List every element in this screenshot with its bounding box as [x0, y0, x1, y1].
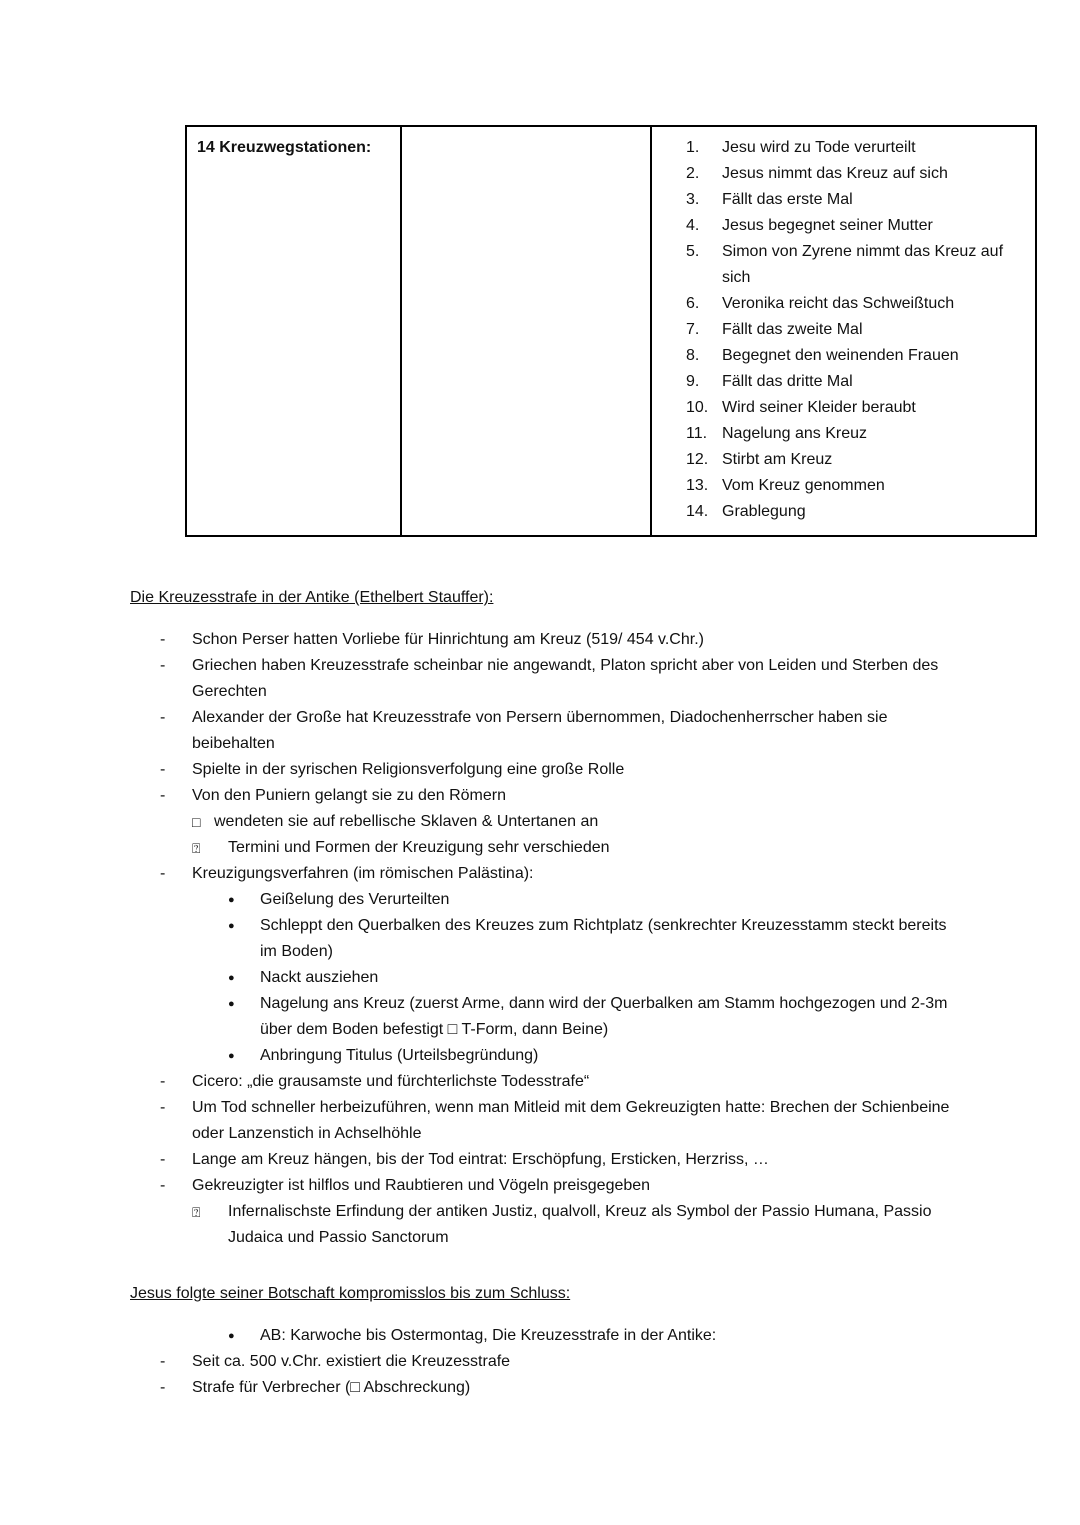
station-text: Wird seiner Kleider beraubt: [722, 399, 916, 416]
station-text: Stirbt am Kreuz: [722, 451, 833, 468]
dash-marker-icon: -: [160, 761, 166, 778]
table-cell-empty: [401, 126, 651, 536]
list-item-text: Gekreuzigter ist hilflos und Raubtieren und Vögeln preisgegeben: [192, 1177, 651, 1194]
list-item-text: Griechen haben Kreuzesstrafe scheinbar nie angewandt, Platon spricht aber von Leiden und Sterben des Gerechten: [192, 657, 939, 700]
section1-list-item: [160, 627, 962, 653]
table-row: [186, 126, 1036, 536]
dash-marker-icon: -: [160, 709, 166, 726]
station-item: [662, 135, 1027, 161]
table-title: 14 Kreuzwegstationen:: [197, 139, 372, 156]
list-item-text: AB: Karwoche bis Ostermontag, Die Kreuzesstrafe in der Antike:: [260, 1327, 717, 1344]
station-text: Jesus begegnet seiner Mutter: [722, 217, 933, 234]
station-text: Simon von Zyrene nimmt das Kreuz auf sich: [722, 243, 1004, 286]
section2-heading: Jesus folgte seiner Botschaft kompromisslos bis zum Schluss:: [130, 1285, 571, 1302]
station-number: 6.: [686, 295, 700, 312]
bullet-marker-icon: ●: [228, 920, 235, 932]
station-item: [662, 447, 1027, 473]
dash-marker-icon: -: [160, 631, 166, 648]
bullet-marker-icon: ●: [228, 972, 235, 984]
station-item: [662, 291, 1027, 317]
section1-list-item: [160, 783, 962, 809]
section1-list-item: [228, 965, 962, 991]
list-item-text: Alexander der Große hat Kreuzesstrafe von Persern übernommen, Diadochenherrscher haben sie beibehalten: [192, 709, 888, 752]
list-item-text: Schon Perser hatten Vorliebe für Hinrichtung am Kreuz (519/ 454 v.Chr.): [192, 631, 704, 648]
bullet-marker-icon: ●: [228, 998, 235, 1010]
station-item: [662, 213, 1027, 239]
table-cell-stations: [651, 126, 1036, 536]
station-item: [662, 317, 1027, 343]
list-item-text: Kreuzigungsverfahren (im römischen Palästina):: [192, 865, 534, 882]
station-number: 4.: [686, 217, 700, 234]
list-item-text: Anbringung Titulus (Urteilsbegründung): [260, 1047, 539, 1064]
dash-marker-icon: -: [160, 1151, 166, 1168]
station-text: Fällt das erste Mal: [722, 191, 853, 208]
list-item-text: Strafe für Verbrecher (□ Abschreckung): [192, 1379, 471, 1396]
section1-list-item: [192, 1199, 962, 1251]
table-cell-title: [186, 126, 401, 536]
section1-list-item: [160, 757, 962, 783]
station-item: [662, 499, 1027, 525]
station-number: 11.: [686, 425, 708, 442]
station-item: [662, 421, 1027, 447]
station-text: Begegnet den weinenden Frauen: [722, 347, 959, 364]
station-number: 1.: [686, 139, 700, 156]
section1-list-item: [228, 991, 962, 1043]
station-number: 3.: [686, 191, 700, 208]
dash-marker-icon: -: [160, 1353, 166, 1370]
section1-list-item: [160, 653, 962, 705]
station-number: 2.: [686, 165, 700, 182]
station-item: [662, 473, 1027, 499]
dash-marker-icon: -: [160, 1379, 166, 1396]
section1-list-item: [160, 1069, 962, 1095]
station-number: 13.: [686, 477, 709, 494]
section2-list-item: [228, 1323, 962, 1349]
bullet-marker-icon: ●: [228, 1050, 235, 1062]
dash-marker-icon: -: [160, 787, 166, 804]
station-item: [662, 187, 1027, 213]
station-text: Veronika reicht das Schweißtuch: [722, 295, 955, 312]
bullet-marker-icon: ●: [228, 894, 235, 906]
list-item-text: Infernalischste Erfindung der antiken Justiz, qualvoll, Kreuz als Symbol der Passio Humana, Passio Judaica und Passio Sanctorum: [228, 1203, 932, 1246]
section1-heading: Die Kreuzesstrafe in der Antike (Ethelbert Stauffer):: [130, 589, 494, 606]
list-item-text: Cicero: „die grausamste und fürchterlichste Todesstrafe“: [192, 1073, 590, 1090]
section1-list-item: [160, 1095, 962, 1147]
section1-list-item: [228, 1043, 962, 1069]
station-number: 9.: [686, 373, 700, 390]
list-item-text: Geißelung des Verurteilten: [260, 891, 450, 908]
list-item-text: Lange am Kreuz hängen, bis der Tod eintrat: Erschöpfung, Ersticken, Herzriss, …: [192, 1151, 769, 1168]
list-item-text: Termini und Formen der Kreuzigung sehr verschieden: [228, 839, 610, 856]
list-item-text: Von den Puniern gelangt sie zu den Römern: [192, 787, 506, 804]
dash-marker-icon: -: [160, 1099, 166, 1116]
list-item-text: Seit ca. 500 v.Chr. existiert die Kreuzesstrafe: [192, 1353, 511, 1370]
station-item: [662, 369, 1027, 395]
station-text: Fällt das zweite Mal: [722, 321, 863, 338]
bullet-marker-icon: ●: [228, 1330, 235, 1342]
station-item: [662, 395, 1027, 421]
section1-list-item: [228, 887, 962, 913]
square-marker-icon: □: [192, 814, 201, 830]
section1-list: [130, 627, 962, 1251]
station-number: 14.: [686, 503, 709, 520]
section2-list-item: [160, 1349, 962, 1375]
section1-list-item: [160, 705, 962, 757]
stations-list: [662, 135, 1027, 525]
list-item-text: Nagelung ans Kreuz (zuerst Arme, dann wird der Querbalken am Stamm hochgezogen und 2-3m über dem Boden befestigt □ T-Form, dann Beine): [260, 995, 948, 1038]
station-text: Nagelung ans Kreuz: [722, 425, 867, 442]
dash-marker-icon: -: [160, 1177, 166, 1194]
dash-marker-icon: -: [160, 865, 166, 882]
section1-list-item: [192, 835, 962, 861]
section1-list-item: [160, 1173, 962, 1199]
list-item-text: Schleppt den Querbalken des Kreuzes zum Richtplatz (senkrechter Kreuzesstamm steckt bereits im Boden): [260, 917, 947, 960]
section1-list-item: [160, 1147, 962, 1173]
section1-list-item: [160, 861, 962, 887]
station-item: [662, 161, 1027, 187]
section2-list: [130, 1323, 962, 1401]
list-item-text: Nackt ausziehen: [260, 969, 379, 986]
qbox-marker-icon: ⍰: [192, 1204, 201, 1220]
station-number: 5.: [686, 243, 700, 260]
station-item: [662, 343, 1027, 369]
list-item-text: Spielte in der syrischen Religionsverfolgung eine große Rolle: [192, 761, 625, 778]
section1-list-item: [228, 913, 962, 965]
station-number: 7.: [686, 321, 700, 338]
dash-marker-icon: -: [160, 657, 166, 674]
dash-marker-icon: -: [160, 1073, 166, 1090]
station-number: 12.: [686, 451, 709, 468]
station-text: Grablegung: [722, 503, 806, 520]
station-number: 8.: [686, 347, 700, 364]
section1-list-item: [192, 809, 962, 835]
station-text: Vom Kreuz genommen: [722, 477, 885, 494]
stations-table: [185, 125, 1037, 537]
qbox-marker-icon: ⍰: [192, 840, 201, 856]
station-text: Fällt das dritte Mal: [722, 373, 853, 390]
station-number: 10.: [686, 399, 709, 416]
station-item: [662, 239, 1027, 291]
section2-list-item: [160, 1375, 962, 1401]
list-item-text: wendeten sie auf rebellische Sklaven & Untertanen an: [214, 813, 599, 830]
station-text: Jesu wird zu Tode verurteilt: [722, 139, 916, 156]
list-item-text: Um Tod schneller herbeizuführen, wenn man Mitleid mit dem Gekreuzigten hatte: Brechen der Schienbeine oder Lanzenstich in Achselhöhle: [192, 1099, 950, 1142]
station-text: Jesus nimmt das Kreuz auf sich: [722, 165, 948, 182]
